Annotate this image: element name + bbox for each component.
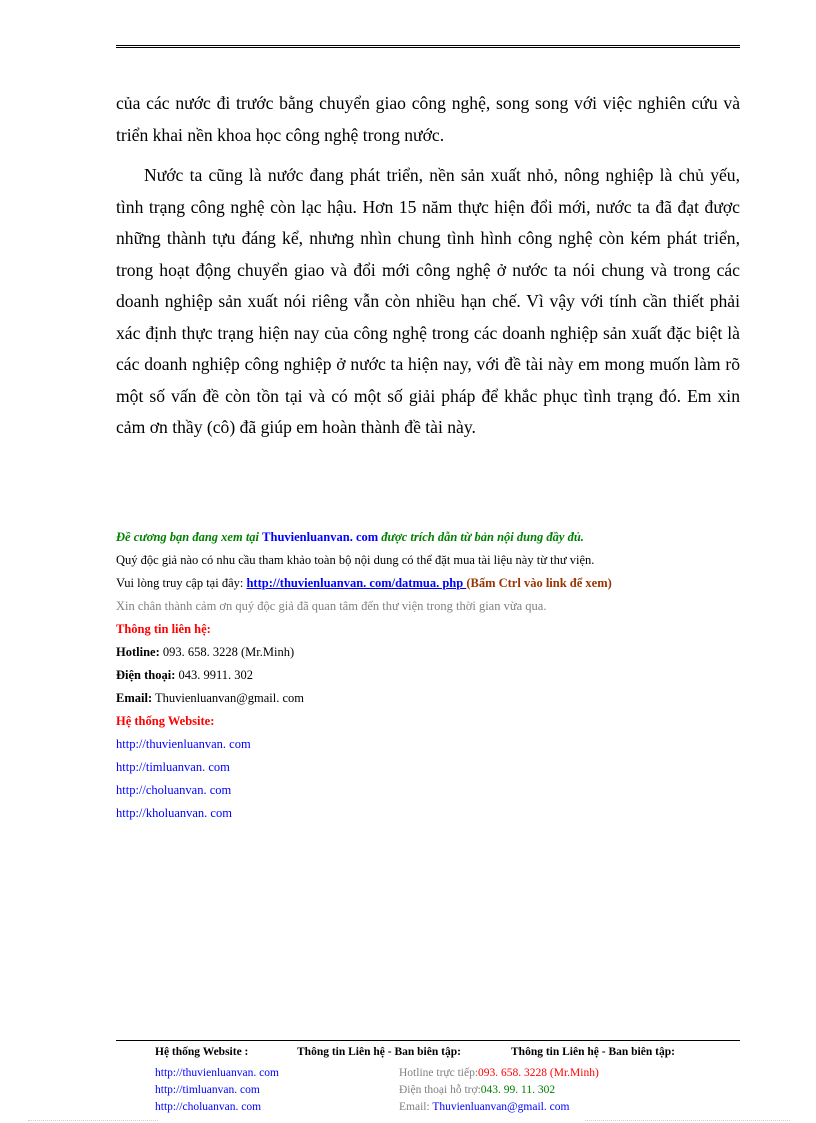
website-link[interactable]: http://choluanvan. com [116, 783, 232, 797]
footer-col-contact-heading [297, 1044, 461, 1061]
footer-col-contact [399, 1065, 599, 1116]
website-link[interactable]: http://timluanvan. com [116, 760, 230, 774]
header-rule [116, 45, 740, 48]
footer-rule [116, 1040, 740, 1041]
footer-dotted-line-left [28, 1120, 158, 1121]
phone-line: Điện thoại: 043. 9911. 302 [116, 668, 254, 682]
footer-email: Email: Thuvienluanvan@gmail. com [399, 1101, 570, 1113]
website-heading: Hệ thống Website: [116, 714, 215, 728]
footer-hotline: Hotline trực tiếp:093. 658. 3228 (Mr.Minh) [399, 1067, 599, 1079]
body-text [116, 88, 740, 453]
footer-col-websites [155, 1044, 279, 1116]
footer-editorial-heading: Thông tin Liên hệ - Ban biên tập: [511, 1046, 675, 1058]
paragraph-1: của các nước đi trước bằng chuyển giao công nghệ, song song với việc nghiên cứu và triển khai nền khoa học công nghệ trong nước. [116, 93, 740, 145]
website-link[interactable]: http://thuvienluanvan. com [116, 737, 251, 751]
footer-websites-heading: Hệ thống Website : [155, 1046, 249, 1058]
footer-website-link[interactable]: http://thuvienluanvan. com [155, 1067, 279, 1079]
footer-support-phone: Điện thoại hỗ trợ:043. 99. 11. 302 [399, 1084, 556, 1096]
paragraph-2: Nước ta cũng là nước đang phát triển, nền sản xuất nhỏ, nông nghiệp là chủ yếu, tình trạng công nghệ còn lạc hậu. Hơn 15 năm thực hiện đổi mới, nước ta đã đạt được những thành tựu đáng kể, nhưng nhìn chung tình hình công nghệ còn kém phát triển, trong hoạt động chuyển giao và đổi mới công nghệ ở nước ta nói chung và trong các doanh nghiệp sản xuất nói riêng vẫn còn nhiều hạn chế. Vì vậy với tính cần thiết phải xác định thực trạng hiện nay của công nghệ trong các doanh nghiệp sản xuất đặc biệt là các doanh nghiệp công nghiệp ở nước ta hiện nay, với đề tài này em mong muốn làm rõ một số vấn đề còn tồn tại và có một số giải pháp để khắc phục tình trạng đó. Em xin cảm ơn thầy (cô) đã giúp em hoàn thành đề tài này. [116, 165, 740, 437]
website-link[interactable]: http://kholuanvan. com [116, 806, 232, 820]
promo-order-note: Quý độc giả nào có nhu cầu tham khảo toàn bộ nội dung có thể đặt mua tài liệu này từ thư viện. [116, 553, 595, 567]
email-line: Email: Thuvienluanvan@gmail. com [116, 691, 304, 705]
promo-access-line: Vui lòng truy cập tại đây: http://thuvienluanvan. com/datmua. php (Bấm Ctrl vào link để xem) [116, 576, 612, 590]
footer-website-link[interactable]: http://timluanvan. com [155, 1084, 260, 1096]
order-link[interactable]: http://thuvienluanvan. com/datmua. php [246, 576, 467, 590]
footer-website-link[interactable]: http://choluanvan. com [155, 1101, 262, 1113]
promo-thanks: Xin chân thành cảm ơn quý độc giả đã quan tâm đến thư viện trong thời gian vừa qua. [116, 599, 547, 613]
footer-dotted-line-right [585, 1120, 790, 1121]
promo-site-name: Thuvienluanvan. com [262, 530, 379, 544]
footer-contact-heading: Thông tin Liên hệ - Ban biên tập: [297, 1046, 461, 1058]
promo-block [116, 526, 740, 825]
ctrl-click-note: (Bấm Ctrl vào link để xem) [466, 576, 612, 590]
footer-col-editorial [511, 1044, 675, 1061]
hotline-line: Hotline: 093. 658. 3228 (Mr.Minh) [116, 645, 295, 659]
promo-intro: Đề cương bạn đang xem tại Thuvienluanvan. com được trích dẫn từ bản nội dung đầy đủ. [116, 530, 584, 544]
contact-heading: Thông tin liên hệ: [116, 622, 211, 636]
